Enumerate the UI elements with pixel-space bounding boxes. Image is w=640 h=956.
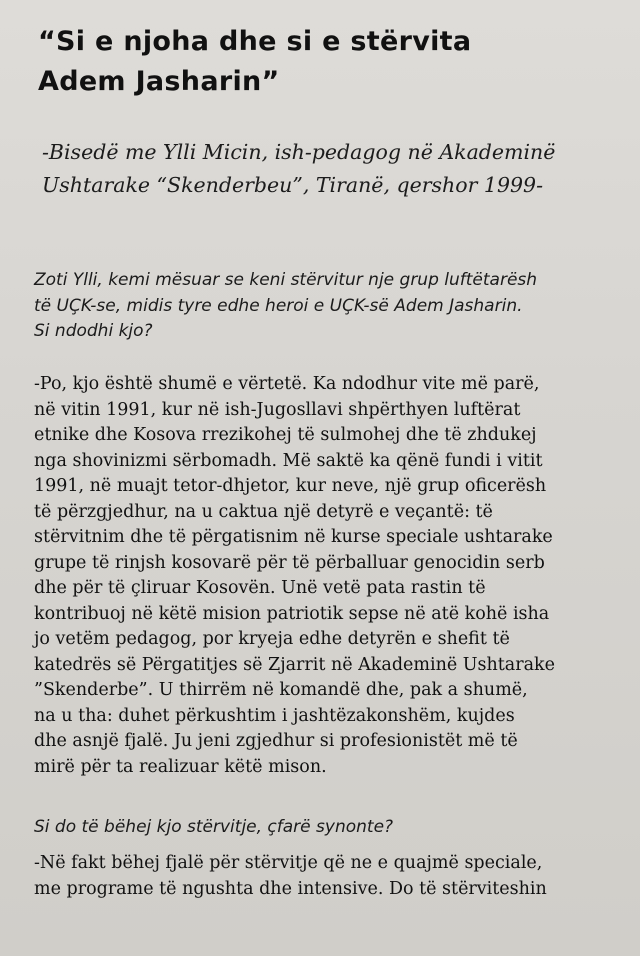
answer-line: dhe asnjë fjalë. Ju jeni zgjedhur si profesionistët më të	[34, 731, 518, 751]
answer-line: në vitin 1991, kur në ish-Jugosllavi shpërthyen luftërat	[34, 399, 521, 420]
answer-line: grupe të rinjsh kosovarë për të përballuar genocidin serb	[34, 552, 545, 573]
answer-line: -Po, kjo është shumë e vërtetë. Ka ndodhur vite më parë,	[34, 374, 540, 394]
answer-line: -Në fakt bëhej fjalë për stërvitje që ne e quajmë speciale,	[34, 853, 543, 873]
answer-line: katedrës së Përgatitjes së Zjarrit në Akademinë Ushtarake	[34, 654, 556, 675]
title-line: “Si e njoha dhe si e stërvita	[38, 26, 472, 57]
subtitle-line: Ushtarake “Skenderbeu”, Tiranë, qershor 1999-	[42, 173, 544, 197]
answer-line: nga shovinizmi sërbomadh. Më saktë ka qënë fundi i vitit	[34, 450, 543, 471]
question-line: Zoti Ylli, kemi mësuar se keni stërvitur nje grup luftëtarësh	[34, 270, 538, 290]
interview-answer-1	[34, 372, 624, 780]
answer-line: të përzgjedhur, na u caktua një detyrë e veçantë: të	[34, 501, 493, 522]
question-line: Si do të bëhej kjo stërvitje, çfarë synonte?	[34, 817, 394, 837]
answer-line: 1991, në muajt tetor-dhjetor, kur neve, një grup oficerësh	[34, 476, 547, 496]
answer-line: kontribuoj në këtë mision patriotik sepse në atë kohë isha	[34, 603, 550, 624]
answer-line: jo vetëm pedagog, por kryeja edhe detyrën e shefit të	[34, 629, 510, 649]
answer-line: dhe për të çliruar Kosovën. Unë vetë pata rastin të	[34, 578, 486, 598]
answer-line: me programe të ngushta dhe intensive. Do të stërviteshin	[34, 878, 547, 899]
interview-question-1	[34, 268, 624, 345]
interview-answer-2	[34, 851, 624, 902]
answer-line: ”Skenderbe”. U thirrëm në komandë dhe, pak a shumë,	[34, 680, 528, 700]
interview-question-2	[34, 815, 624, 841]
answer-line: etnike dhe Kosova rrezikohej të sulmohej dhe të zhdukej	[34, 425, 537, 445]
subtitle-line: -Bisedë me Ylli Micin, ish-pedagog në Akademinë	[42, 140, 556, 164]
question-line: Si ndodhi kjo?	[34, 321, 153, 341]
article-subtitle	[42, 136, 622, 202]
answer-line: stërvitnim dhe të përgatisnim në kurse speciale ushtarake	[34, 527, 553, 547]
answer-line: na u tha: duhet përkushtim i jashtëzakonshëm, kujdes	[34, 705, 515, 726]
answer-line: mirë për ta realizuar këtë mison.	[34, 756, 327, 777]
question-line: të UÇK-se, midis tyre edhe heroi e UÇK-së Adem Jasharin.	[34, 295, 523, 316]
article-title	[38, 22, 598, 102]
title-line: Adem Jasharin”	[38, 66, 280, 97]
